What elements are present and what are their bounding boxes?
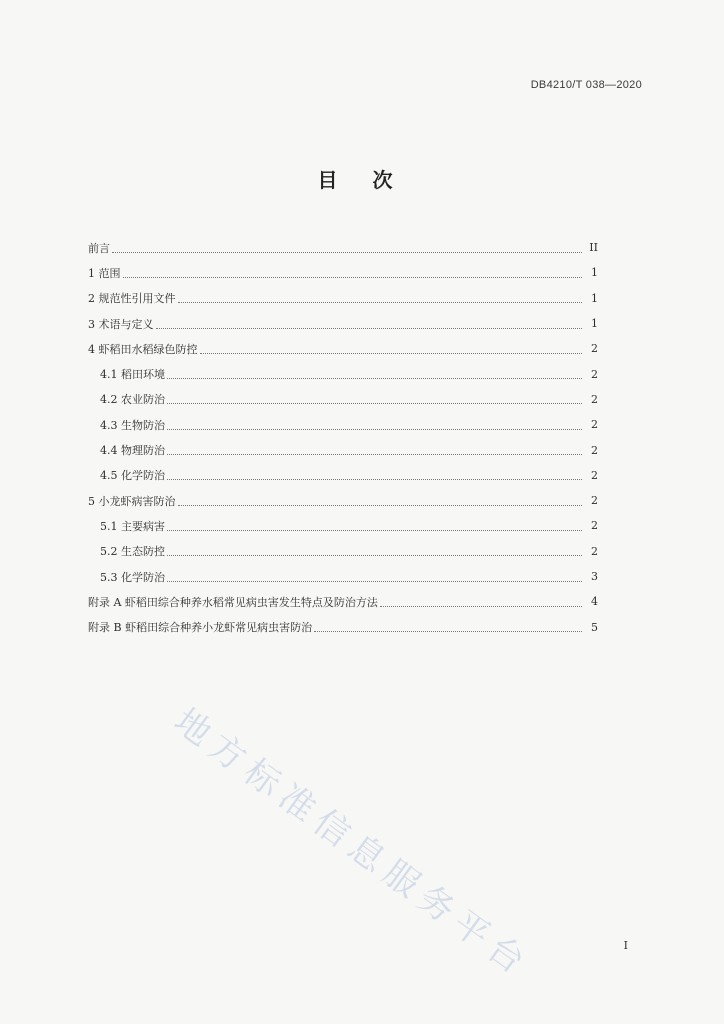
toc-entry-section-4-2[interactable] (88, 387, 598, 412)
toc-entry-label: 5 小龙虾病害防治 (88, 494, 176, 508)
toc-entry-section-4-4[interactable] (88, 437, 598, 462)
toc-entry-label: 2 规范性引用文件 (88, 292, 176, 306)
toc-entry-label: 5.2 生态防控 (100, 545, 165, 559)
toc-entry-section-5-1[interactable] (88, 513, 598, 538)
toc-entry-page: 3 (591, 570, 598, 583)
toc-entry-page: 2 (591, 544, 598, 558)
toc-entry-label: 前言 (88, 241, 110, 255)
toc-entry-label: 5.3 化学防治 (100, 570, 165, 584)
toc-entry-page: 2 (591, 342, 598, 356)
toc-entry-foreword[interactable] (88, 235, 598, 260)
toc-entry-scope[interactable] (88, 260, 598, 285)
toc-entry-label: 4.3 生物防治 (100, 418, 165, 432)
toc-entry-page: 2 (591, 443, 598, 457)
page-title: 目 次 (317, 168, 407, 192)
toc-entry-label: 4.2 农业防治 (100, 393, 165, 407)
toc-entry-section-4-1[interactable] (88, 361, 598, 386)
toc-entry-page: 2 (591, 468, 598, 482)
toc-entry-page: 2 (591, 494, 598, 508)
toc-leader-dots (314, 630, 582, 632)
toc-leader-dots (112, 251, 582, 253)
toc-leader-dots (178, 504, 583, 506)
toc-leader-dots (167, 580, 582, 582)
toc-leader-dots (167, 377, 582, 379)
toc-entry-normative-references[interactable] (88, 286, 598, 311)
toc-entry-section-4-3[interactable] (88, 412, 598, 437)
toc-entry-section-5-2[interactable] (88, 539, 598, 564)
toc-leader-dots (167, 529, 582, 531)
toc-entry-page: 2 (591, 519, 598, 533)
page-number: I (623, 939, 628, 952)
toc-entry-section-4-5[interactable] (88, 463, 598, 488)
toc-entry-label: 1 范围 (88, 266, 121, 280)
toc-entry-page: 1 (591, 266, 598, 280)
toc-entry-label: 4 虾稻田水稻绿色防控 (88, 342, 198, 356)
watermark: 地方标准信息服务平台 (166, 701, 538, 987)
toc-entry-label: 4.1 稻田环境 (100, 368, 165, 382)
toc-entry-label: 5.1 主要病害 (100, 519, 165, 533)
toc-leader-dots (167, 402, 582, 404)
toc-entry-page: II (589, 241, 598, 255)
toc-entry-page: 2 (591, 367, 598, 381)
toc-entry-label: 4.4 物理防治 (100, 444, 165, 458)
toc-leader-dots (167, 554, 582, 556)
toc-entry-page: 2 (591, 418, 598, 432)
toc-entry-page: 1 (591, 291, 598, 305)
toc-entry-section-5[interactable] (88, 488, 598, 513)
table-of-contents (88, 235, 598, 640)
toc-entry-label: 4.5 化学防治 (100, 469, 165, 483)
toc-entry-terms[interactable] (88, 311, 598, 336)
toc-leader-dots (200, 352, 583, 354)
toc-leader-dots (167, 478, 582, 480)
toc-leader-dots (178, 301, 583, 303)
toc-leader-dots (380, 605, 582, 607)
toc-entry-appendix-a[interactable] (88, 589, 598, 614)
toc-leader-dots (156, 327, 583, 329)
toc-entry-label: 附录 A 虾稻田综合种养水稻常见病虫害发生特点及防治方法 (88, 595, 378, 609)
toc-entry-label: 附录 B 虾稻田综合种养小龙虾常见病虫害防治 (88, 621, 313, 635)
toc-leader-dots (167, 428, 582, 430)
toc-entry-page: 4 (591, 595, 598, 609)
toc-entry-page: 2 (591, 392, 598, 406)
toc-entry-section-4[interactable] (88, 336, 598, 361)
toc-entry-appendix-b[interactable] (88, 614, 598, 639)
toc-entry-section-5-3[interactable] (88, 564, 598, 589)
toc-leader-dots (123, 276, 583, 278)
document-code: DB4210/T 038—2020 (530, 79, 642, 91)
toc-entry-label: 3 术语与定义 (88, 317, 154, 331)
toc-leader-dots (167, 453, 582, 455)
toc-entry-page: 5 (591, 620, 598, 634)
toc-entry-page: 1 (591, 317, 598, 331)
